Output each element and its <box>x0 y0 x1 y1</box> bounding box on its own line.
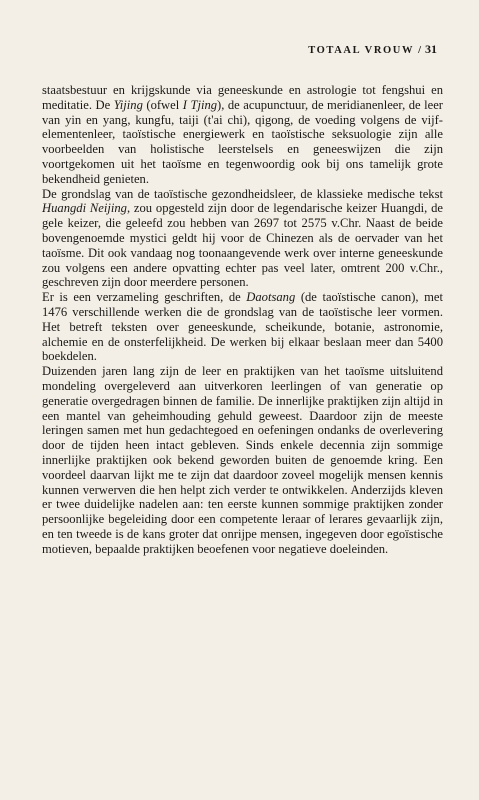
italic-title: Daotsang <box>246 290 296 305</box>
paragraph <box>42 364 443 556</box>
text-run: staatsbestuur en krijgskunde via geneeskunde en astrologie tot fengshui en meditatie. De <box>42 83 443 112</box>
text-run: De grondslag van de taoïstische gezondheidsleer, de klassieke medische tekst <box>42 186 443 201</box>
header-separator: / <box>418 45 421 56</box>
paragraph <box>42 83 443 187</box>
italic-title: Huangdi Neijing <box>42 201 127 216</box>
page-number: 31 <box>425 42 437 56</box>
running-header <box>308 42 437 57</box>
paragraph <box>42 290 443 364</box>
body-text <box>42 83 443 557</box>
italic-title: I Tjing <box>182 97 218 112</box>
text-run: (de taoïstische canon), met 1476 verschillende werken die de grondslag van de taoïstische leer vormen. Het betreft teksten over geneeskunde, scheikunde, botanie, astronomie, alchemie en de onsterfelijkheid. De werken bij elkaar beslaan meer dan 5400 boekdelen. <box>42 290 443 364</box>
text-run: Duizenden jaren lang zijn de leer en praktijken van het taoïsme uitsluitend mondeling overgeleverd aan uitverkoren leerlingen of van generatie op generatie overgedragen binnen de familie. De innerlijke praktijken zijn altijd in een mantel van geheimhouding gehuld geweest. Daardoor zijn de meeste leringen samen met hun gedachtegoed en oefeningen ondanks de overlevering door de tijden heen intact gebleven. Sinds enkele decennia zijn sommige innerlijke praktijken ook bekend geworden buiten de genoemde kring. Een voordeel daarvan lijkt me te zijn dat daardoor zoveel mogelijk mensen kennis kunnen verwerven die hen helpt zich verder te ontwikkelen. Anderzijds kleven er twee duidelijke nadelen aan: ten eerste kunnen sommige praktijken zonder persoonlijke begeleiding door een competente leraar of lerares gevaarlijk zijn, en ten tweede is de kans groter dat onrijpe mensen, ingegeven door egoïstische motieven, bepaalde praktijken beoefenen voor negatieve doeleinden. <box>42 364 443 556</box>
text-run: (ofwel <box>142 97 183 112</box>
text-run: , zou opgesteld zijn door de legendarische keizer Huangdi, de gele keizer, die geleefd zou hebben van 2697 tot 2575 v.Chr. Naast de beide bovengenoemde mystici geldt hij voor de Chinezen als de oervader van het taoïsme. Dit ook vandaag nog toonaangevende werk over interne geneeskunde zou volgens een andere opvatting echter pas veel later, omtrent 200 v.Chr., geschreven zijn door meerdere personen. <box>42 201 444 290</box>
paragraph <box>42 187 443 291</box>
chapter-title: TOTAAL VROUW <box>308 45 415 56</box>
text-run: Er is een verzameling geschriften, de <box>42 290 247 305</box>
text-run: ), de acupunctuur, de meridianenleer, de leer van yin en yang, kungfu, taiji (t'ai chi), qigong, de voeding volgens de vijf-elementenleer, taoïstische energiewerk en taoïstische seksuologie zijn alle voorbeelden van holistische leerstelsels en geneeswijzen die zijn voortgekomen uit het taoïsme en tegenwoordig ook bij ons tamelijk grote bekendheid genieten. <box>42 97 443 186</box>
italic-title: Yijing <box>113 97 143 112</box>
